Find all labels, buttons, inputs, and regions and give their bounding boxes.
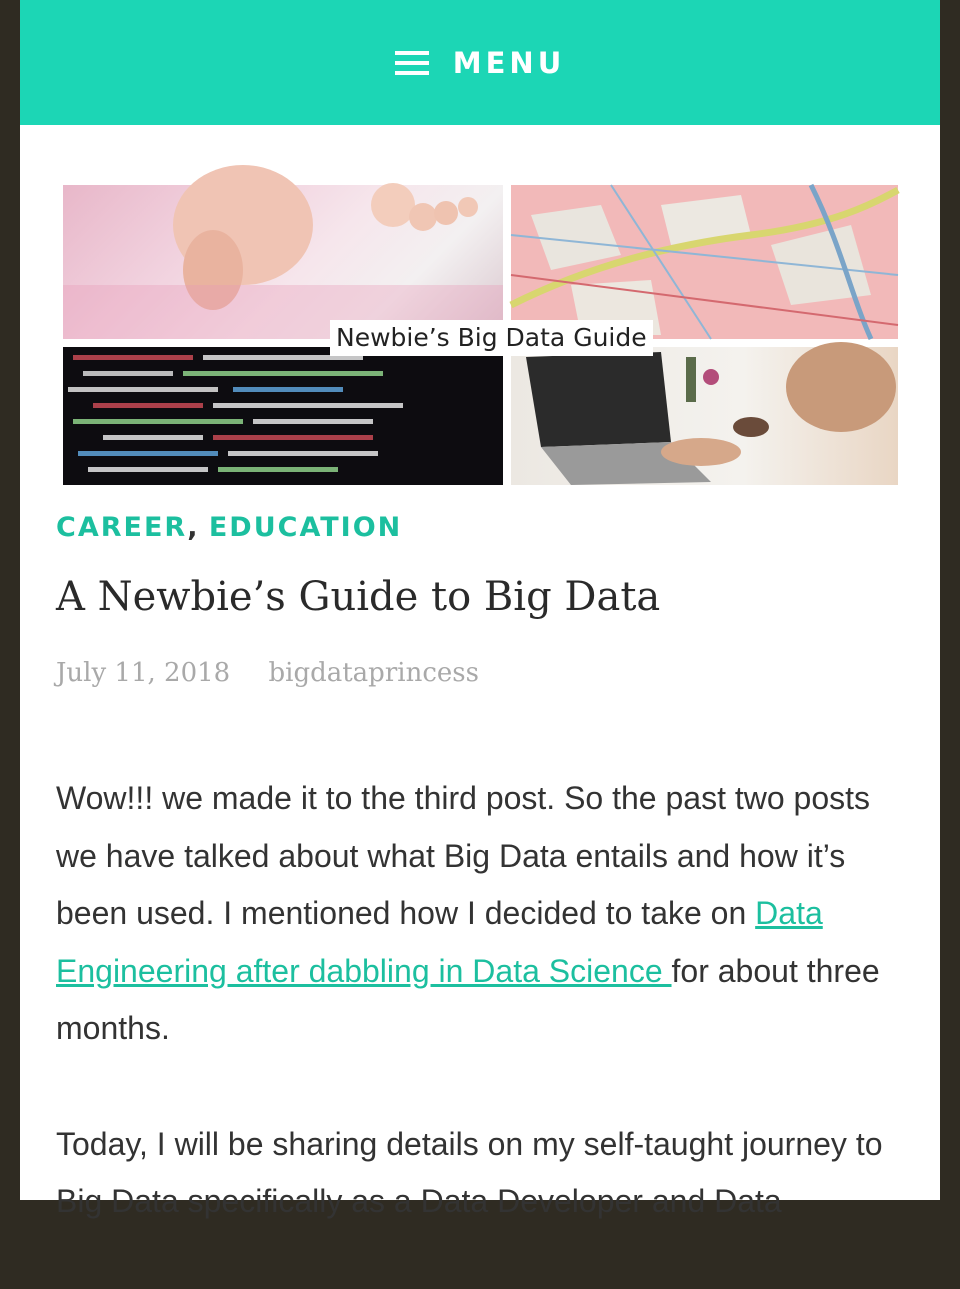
city-map-photo	[511, 185, 898, 339]
category-link-career[interactable]: CAREER	[56, 512, 188, 543]
featured-image[interactable]	[63, 185, 898, 485]
post-date[interactable]: July 11, 2018	[56, 658, 231, 688]
baby-feet-photo	[63, 185, 503, 339]
hamburger-icon[interactable]	[395, 51, 429, 75]
post-author[interactable]: bigdataprincess	[268, 658, 479, 688]
page	[20, 0, 940, 1219]
menu-label[interactable]: MENU	[452, 45, 566, 80]
hero-caption: Newbie’s Big Data Guide	[330, 320, 653, 356]
category-separator: ,	[187, 512, 198, 543]
menu-button[interactable]	[20, 0, 940, 125]
paragraph-text: Wow!!! we made it to the third post. So the past two posts we have talked about what Big Data entails and how it’s been used. I mentioned how I decided to take on	[56, 780, 871, 931]
post-categories	[56, 512, 402, 543]
post-body	[56, 770, 906, 1289]
post-title[interactable]: A Newbie’s Guide to Big Data	[56, 574, 661, 620]
laptop-photo	[511, 347, 898, 485]
category-link-education[interactable]: EDUCATION	[208, 512, 403, 543]
post-meta	[56, 658, 509, 688]
source-code-photo	[63, 347, 503, 485]
paragraph	[56, 770, 906, 1058]
paragraph: Today, I will be sharing details on my self-taught journey to Big Data specifically as a Data Developer and Data	[56, 1125, 883, 1219]
data-engineering-link[interactable]: Data Engineering after dabbling in Data Science	[56, 895, 823, 989]
paragraph-text: for about three months.	[56, 952, 880, 1046]
